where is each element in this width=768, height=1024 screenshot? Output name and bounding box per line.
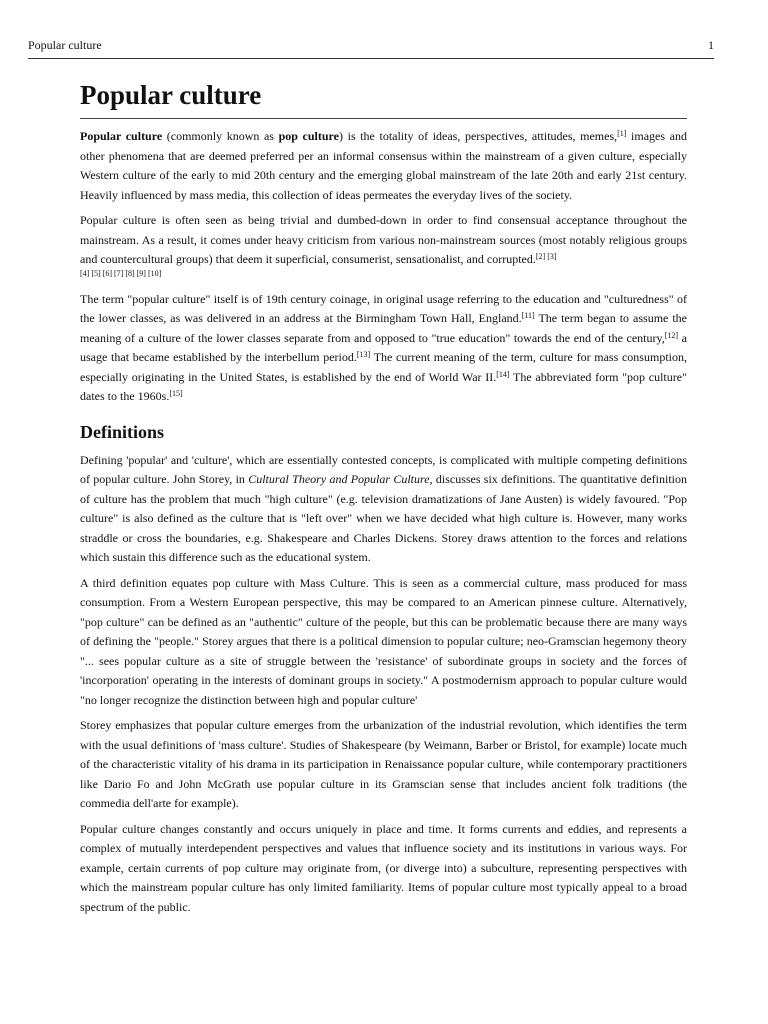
definitions-paragraph-2: A third definition equates pop culture with Mass Culture. This is seen as a commercial culture, mass produced for mass consumption. From a Western European perspective, this may be compared to an American pinnese culture. Alternatively, "pop culture" can be defined as an "authentic" culture of the people, but this can be problematic because there are many ways of defining the "people." Storey argues that there is a political dimension to popular culture; neo-Gramscian hegemony theory "... sees popular culture as a site of struggle between the 'resistance' of subordinate groups in society and the forces of 'incorporation' operating in the interests of dominant groups in society." A postmodernism approach to popular culture would "no longer recognize the distinction between high and popular culture' — [80, 575, 687, 707]
book-title: Cultural Theory and Popular Culture — [248, 472, 430, 486]
article-body — [80, 78, 687, 923]
etymology-paragraph — [80, 290, 687, 407]
criticism-text: Popular culture is often seen as being trivial and dumbed-down in order to find consensual acceptance throughout the mainstream. As a result, it comes under heavy criticism from various non-mainstream sources (most notably religious groups and countercultural groups) that deem it superficial, consumerist, sensationalist, and corrupted. — [80, 213, 687, 266]
etymology-text-3: a usage that became established by the interbellum period. — [80, 330, 688, 364]
etymology-text-4: The current meaning of the term, culture for mass consumption, especially originating in the United States, is established by the end of World War II. — [80, 350, 687, 384]
article-title: Popular culture — [80, 78, 687, 119]
term-popular-culture: Popular culture — [80, 129, 163, 143]
intro-text-1: (commonly known as — [162, 129, 279, 143]
citation-13[interactable]: [13] — [356, 350, 371, 359]
running-header-title: Popular culture — [28, 38, 102, 52]
definitions-paragraph-1 — [80, 451, 687, 568]
citation-15[interactable]: [15] — [169, 389, 183, 398]
citation-1[interactable]: [1] — [617, 129, 627, 138]
etymology-text-5: The abbreviated form "pop culture" dates to the 1960s. — [80, 369, 687, 403]
etymology-text-1: The term "popular culture" itself is of 19th century coinage, in original usage referring to the education and "culturedness" of the lower classes, as was delivered in an address at the Birmingham Town Hall, England. — [80, 291, 687, 325]
section-heading-definitions: Definitions — [80, 421, 165, 442]
criticism-paragraph — [80, 211, 687, 280]
definitions-paragraph-4: Popular culture changes constantly and occurs uniquely in place and time. It forms currents and eddies, and represents a complex of mutually interdependent perspectives and values that influence society and its institutions in various ways. For example, certain currents of pop culture may originate from, (or diverge into) a subculture, representing perspectives with which the mainstream popular culture has only limited familiarity. Items of popular culture most typically appeal to a broad spectrum of the public. — [80, 821, 687, 914]
citation-12[interactable]: [12] — [664, 330, 679, 340]
running-header — [28, 38, 714, 59]
definitions-text-1b: , discusses six definitions. The quantitative definition of culture has the problem that much "high culture" (e.g. television dramatizations of Jane Austen) is widely favoured. "Pop culture" is also defined as the culture that is "left over" when we have decided what high culture is. However, many works straddle or cross the boundaries, e.g. Shakespeare and Charles Dickens. Storey draws attention to the forces and relations which sustain this difference such as the educational system. — [80, 472, 688, 564]
definitions-text-1a: Defining 'popular' and 'culture', which are essentially contested concepts, is complicated with multiple competing definitions of popular culture. John Storey, in — [80, 452, 687, 486]
intro-text-3: images and other phenomena that are deemed preferred per an informal consensus within the mainstream of a given culture, especially Western culture of the early to mid 20th century and the emerging global mainstream of the late 20th and early 21st century. Heavily influenced by mass media, this collection of ideas permeates the everyday lives of the society. — [80, 129, 687, 202]
page-number: 1 — [708, 38, 714, 52]
intro-text-2: ) is the totality of ideas, perspectives, attitudes, memes, — [339, 129, 618, 143]
citations-4-10[interactable]: [4] [5] [6] [7] [8] [9] [10] — [80, 268, 162, 278]
definitions-paragraph-3: Storey emphasizes that popular culture emerges from the urbanization of the industrial revolution, which identifies the term with the usual definitions of 'mass culture'. Studies of Shakespeare (by Weimann, Barber or Bristol, for example) locate much of the characteristic vitality of his drama in its participation in Renaissance popular culture, while contemporary practitioners like Dario Fo and John McGrath use popular culture in its Gramscian sense that includes ancient folk traditions (the commedia dell'arte for example). — [80, 718, 687, 810]
citation-11[interactable]: [11] — [521, 311, 535, 320]
citations-2-3[interactable]: [2] [3] — [535, 252, 557, 261]
intro-paragraph — [80, 127, 687, 205]
term-pop-culture: pop culture — [278, 129, 339, 143]
citation-14[interactable]: [14] — [496, 369, 510, 379]
etymology-text-2: The term began to assume the meaning of a culture of the lower classes separate from and opposed to "true education" towards the end of the century, — [80, 311, 688, 345]
